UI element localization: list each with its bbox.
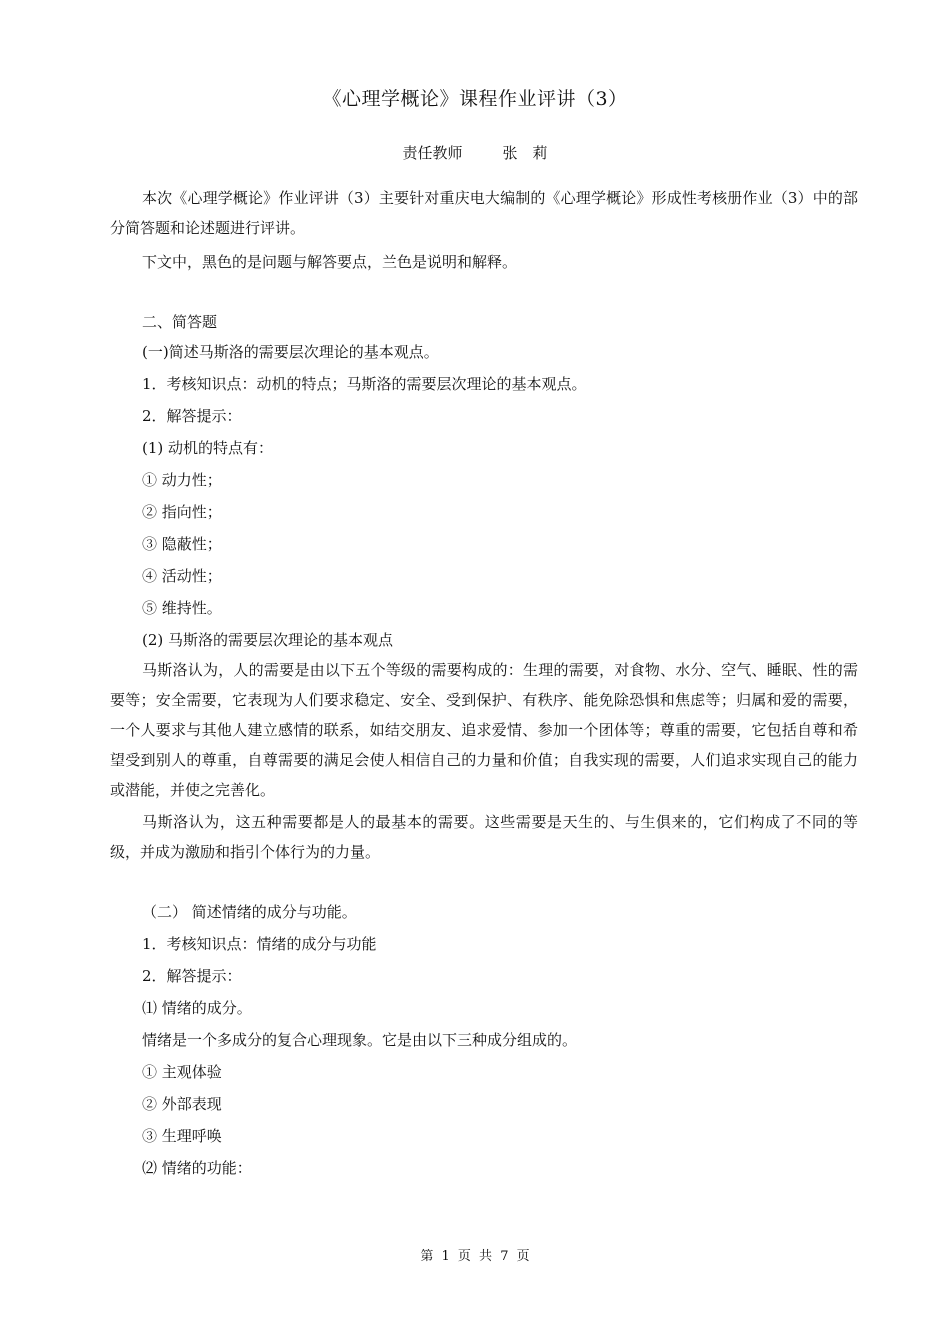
q1-paragraph-2: 马斯洛认为，这五种需要都是人的最基本的需要。这些需要是天生的、与生俱来的，它们构成了不同的等级，并成为激励和指引个体行为的力量。: [110, 813, 858, 861]
q2-point1: 1．考核知识点：情绪的成分与功能: [142, 935, 377, 953]
q2-point2: 2．解答提示：: [142, 967, 242, 985]
section-heading: 二、简答题: [142, 313, 218, 331]
q2-item: ② 外部表现: [142, 1095, 222, 1113]
intro-paragraph: 本次《心理学概论》作业评讲（3）主要针对重庆电大编制的《心理学概论》形成性考核册作业（3）中的部分简答题和论述题进行评讲。: [110, 189, 858, 237]
q1-point1: 1．考核知识点：动机的特点；马斯洛的需要层次理论的基本观点。: [142, 375, 587, 393]
q2-sub1: ⑴ 情绪的成分。: [142, 999, 252, 1017]
page-number-footer: 第 1 页 共 7 页: [420, 1249, 530, 1264]
q2-item: ③ 生理呼唤: [142, 1127, 222, 1145]
document-title: 《心理学概论》课程作业评讲（3）: [322, 88, 628, 110]
q2-title: （二） 简述情绪的成分与功能。: [142, 903, 357, 921]
teacher-line: [0, 142, 950, 164]
q2-item: ① 主观体验: [142, 1063, 222, 1081]
q1-title: (一)简述马斯洛的需要层次理论的基本观点。: [142, 343, 439, 361]
q1-paragraph-1: 马斯洛认为，人的需要是由以下五个等级的需要构成的：生理的需要，对食物、水分、空气、睡眠、性的需要等；安全需要，它表现为人们要求稳定、安全、受到保护、有秩序、能免除恐惧和焦虑等；归属和爱的需要，一个人要求与其他人建立感情的联系，如结交朋友、追求爱情、参加一个团体等；尊重的需要，它包括自尊和希望受到别人的尊重，自尊需要的满足会使人相信自己的力量和价值；自我实现的需要，人们追求实现自己的能力或潜能，并使之完善化。: [110, 661, 858, 799]
q1-item: ① 动力性；: [142, 471, 222, 489]
q1-sub2: (2) 马斯洛的需要层次理论的基本观点: [142, 631, 394, 649]
q1-point2: 2．解答提示：: [142, 407, 242, 425]
q2-sub2: ⑵ 情绪的功能：: [142, 1159, 252, 1177]
color-note-paragraph: 下文中，黑色的是问题与解答要点，兰色是说明和解释。: [142, 253, 518, 271]
q1-item: ④ 活动性；: [142, 567, 222, 585]
q1-sub1: (1) 动机的特点有：: [142, 439, 274, 457]
q1-item: ③ 隐蔽性；: [142, 535, 222, 553]
document-body: [110, 183, 858, 1183]
q1-item: ⑤ 维持性。: [142, 599, 222, 617]
q1-item: ② 指向性；: [142, 503, 222, 521]
teacher-label: 责任教师: [402, 144, 463, 162]
q2-description: 情绪是一个多成分的复合心理现象。它是由以下三种成分组成的。: [142, 1031, 578, 1049]
teacher-name: 张 莉: [502, 144, 548, 162]
